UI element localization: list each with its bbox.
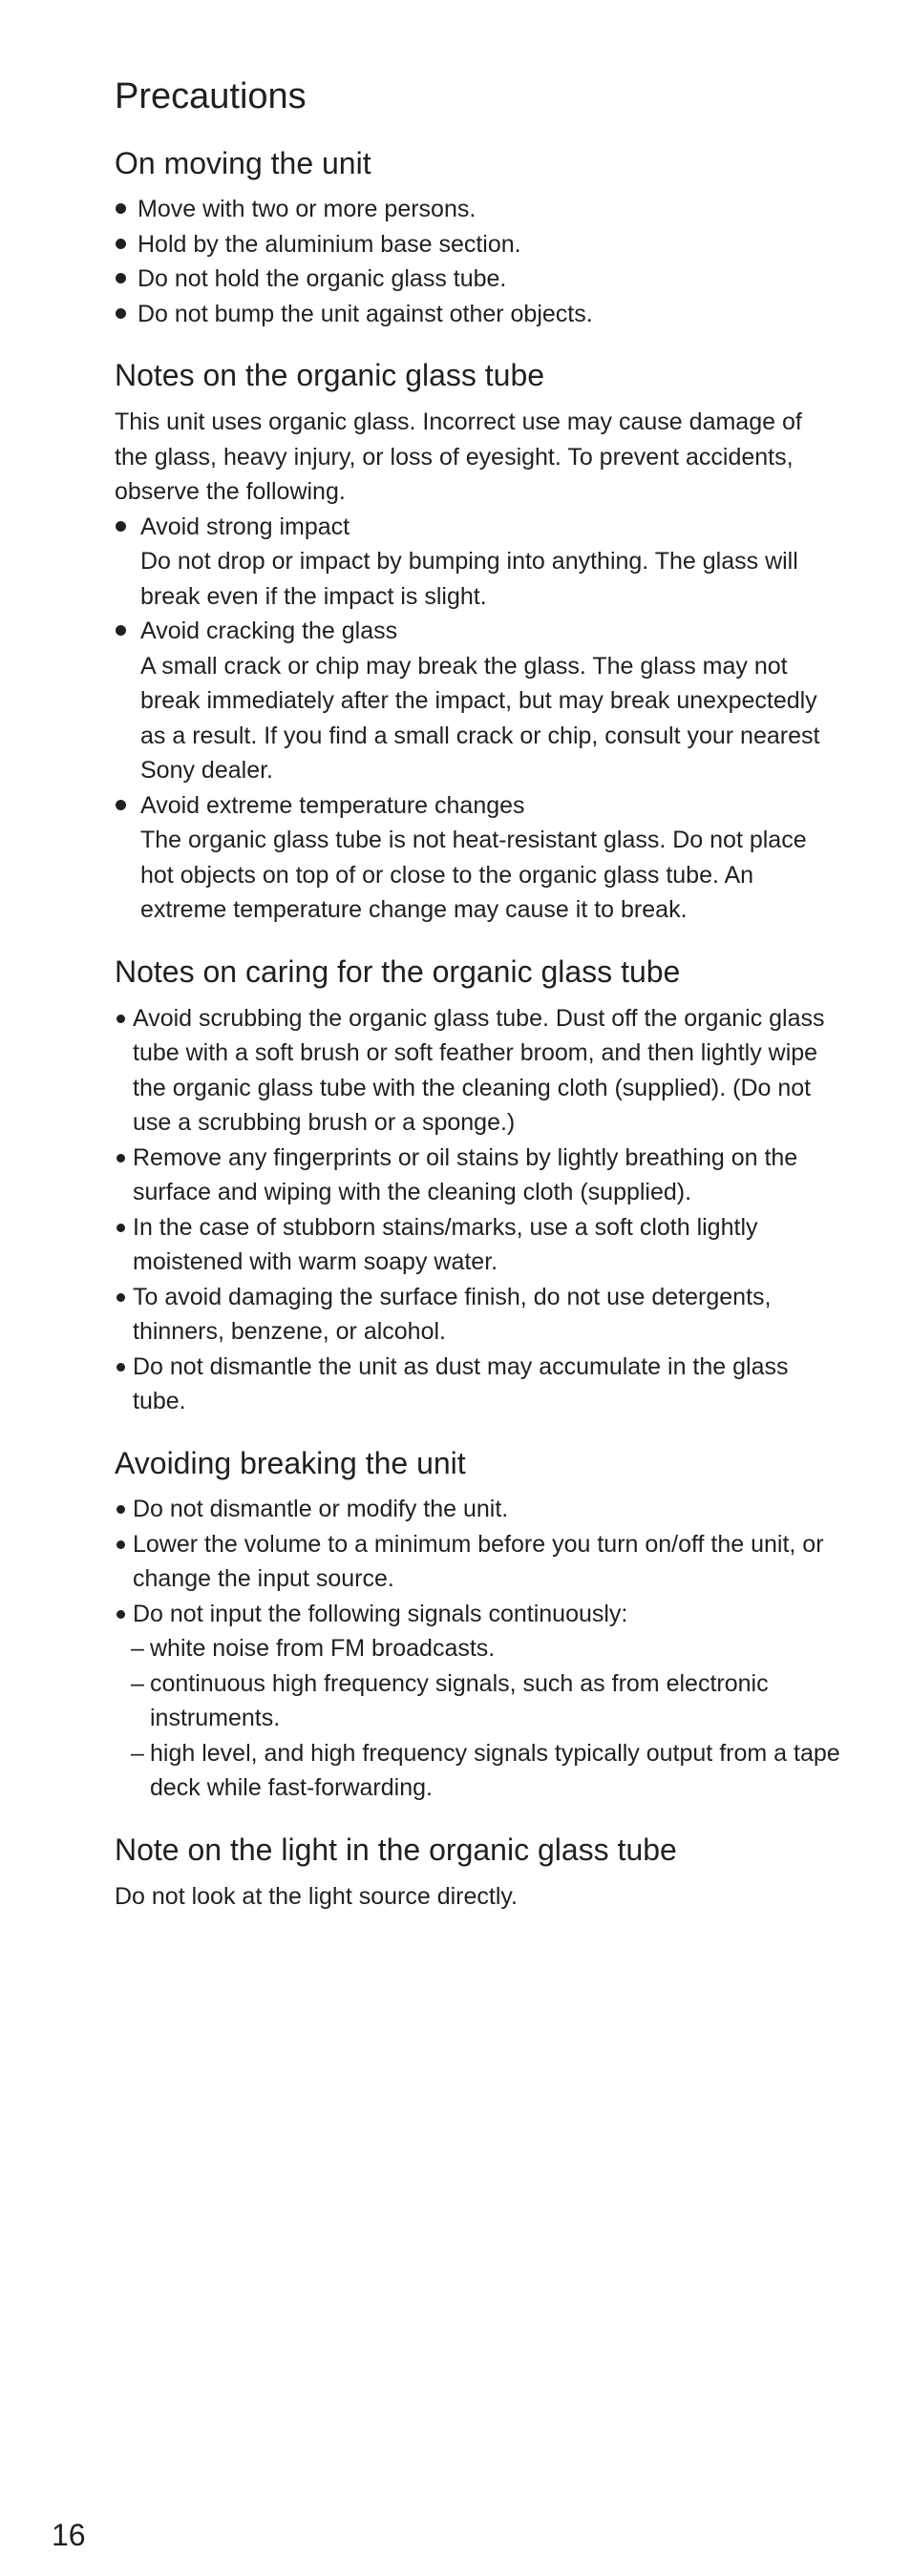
caring-list	[115, 1001, 840, 1419]
list-item-title: Avoid strong impact	[140, 513, 350, 540]
sub-list-item	[131, 1666, 840, 1736]
glass-notes-list	[115, 510, 840, 928]
section-heading-caring: Notes on caring for the organic glass tube	[115, 953, 681, 989]
list-item: To avoid damaging the surface finish, do not use detergents, thinners, benzene, or alcohol.	[115, 1280, 840, 1350]
sub-list-item	[131, 1736, 840, 1806]
page-title: Precautions	[115, 76, 307, 116]
page-content	[115, 76, 840, 1940]
dash-glyph: –	[131, 1635, 144, 1663]
section-heading-glass-notes: Notes on the organic glass tube	[115, 358, 545, 393]
list-item: Avoid scrubbing the organic glass tube. Dust off the organic glass tube with a soft brush or soft feather broom, and then lightly wipe the organic glass tube with the cleaning cloth (supplied). (Do not use a scrubbing brush or a sponge.)	[115, 1001, 840, 1141]
section-caring	[115, 954, 840, 1419]
breaking-list	[115, 1492, 840, 1631]
list-item: Do not bump the unit against other objects.	[115, 297, 840, 332]
list-item: Hold by the aluminium base section.	[115, 227, 840, 262]
list-item-body: The organic glass tube is not heat-resistant glass. Do not place hot objects on top of or close to the organic glass tube. An extreme temperature change may cause it to break.	[140, 827, 807, 924]
section-glass-notes	[115, 358, 840, 927]
dash-glyph: –	[131, 1669, 144, 1697]
list-item: Lower the volume to a minimum before you turn on/off the unit, or change the input source.	[115, 1527, 840, 1597]
list-item: Do not dismantle the unit as dust may accumulate in the glass tube.	[115, 1350, 840, 1419]
page-number: 16	[52, 2518, 86, 2552]
list-item: Do not dismantle or modify the unit.	[115, 1492, 840, 1527]
list-item: In the case of stubborn stains/marks, use a soft cloth lightly moistened with warm soapy water.	[115, 1210, 840, 1280]
list-item-title: Avoid extreme temperature changes	[140, 791, 525, 819]
section-heading-light: Note on the light in the organic glass tube	[115, 1832, 677, 1867]
list-item	[115, 788, 840, 928]
section-breaking	[115, 1446, 840, 1806]
glass-notes-intro: This unit uses organic glass. Incorrect use may cause damage of the glass, heavy injury, or loss of eyesight. To prevent accidents, observe the following.	[115, 408, 802, 506]
section-heading-moving: On moving the unit	[115, 145, 371, 180]
section-light	[115, 1833, 840, 1914]
list-item	[115, 614, 840, 788]
dash-glyph: –	[131, 1739, 144, 1767]
sub-list-item	[131, 1631, 840, 1666]
moving-list	[115, 192, 840, 331]
sub-list-item-text: continuous high frequency signals, such as from electronic instruments.	[150, 1669, 769, 1732]
light-text: Do not look at the light source directly.	[115, 1882, 518, 1910]
sub-list-item-text: high level, and high frequency signals typically output from a tape deck while fast-forwarding.	[150, 1739, 840, 1802]
section-heading-breaking: Avoiding breaking the unit	[115, 1445, 466, 1480]
sub-list-item-text: white noise from FM broadcasts.	[150, 1635, 496, 1663]
list-item	[115, 510, 840, 615]
signals-sublist	[131, 1631, 840, 1806]
list-item-body: A small crack or chip may break the glass. The glass may not break immediately after the impact, but may break unexpectedly as a result. If you find a small crack or chip, consult your nearest Sony dealer.	[140, 652, 820, 785]
section-moving	[115, 146, 840, 332]
list-item-title: Avoid cracking the glass	[140, 618, 398, 645]
list-item: Do not hold the organic glass tube.	[115, 262, 840, 297]
list-item: Move with two or more persons.	[115, 192, 840, 227]
list-item: Do not input the following signals continuously:	[115, 1597, 840, 1632]
list-item-body: Do not drop or impact by bumping into anything. The glass will break even if the impact is slight.	[140, 548, 798, 610]
list-item: Remove any fingerprints or oil stains by lightly breathing on the surface and wiping with the cleaning cloth (supplied).	[115, 1141, 840, 1210]
